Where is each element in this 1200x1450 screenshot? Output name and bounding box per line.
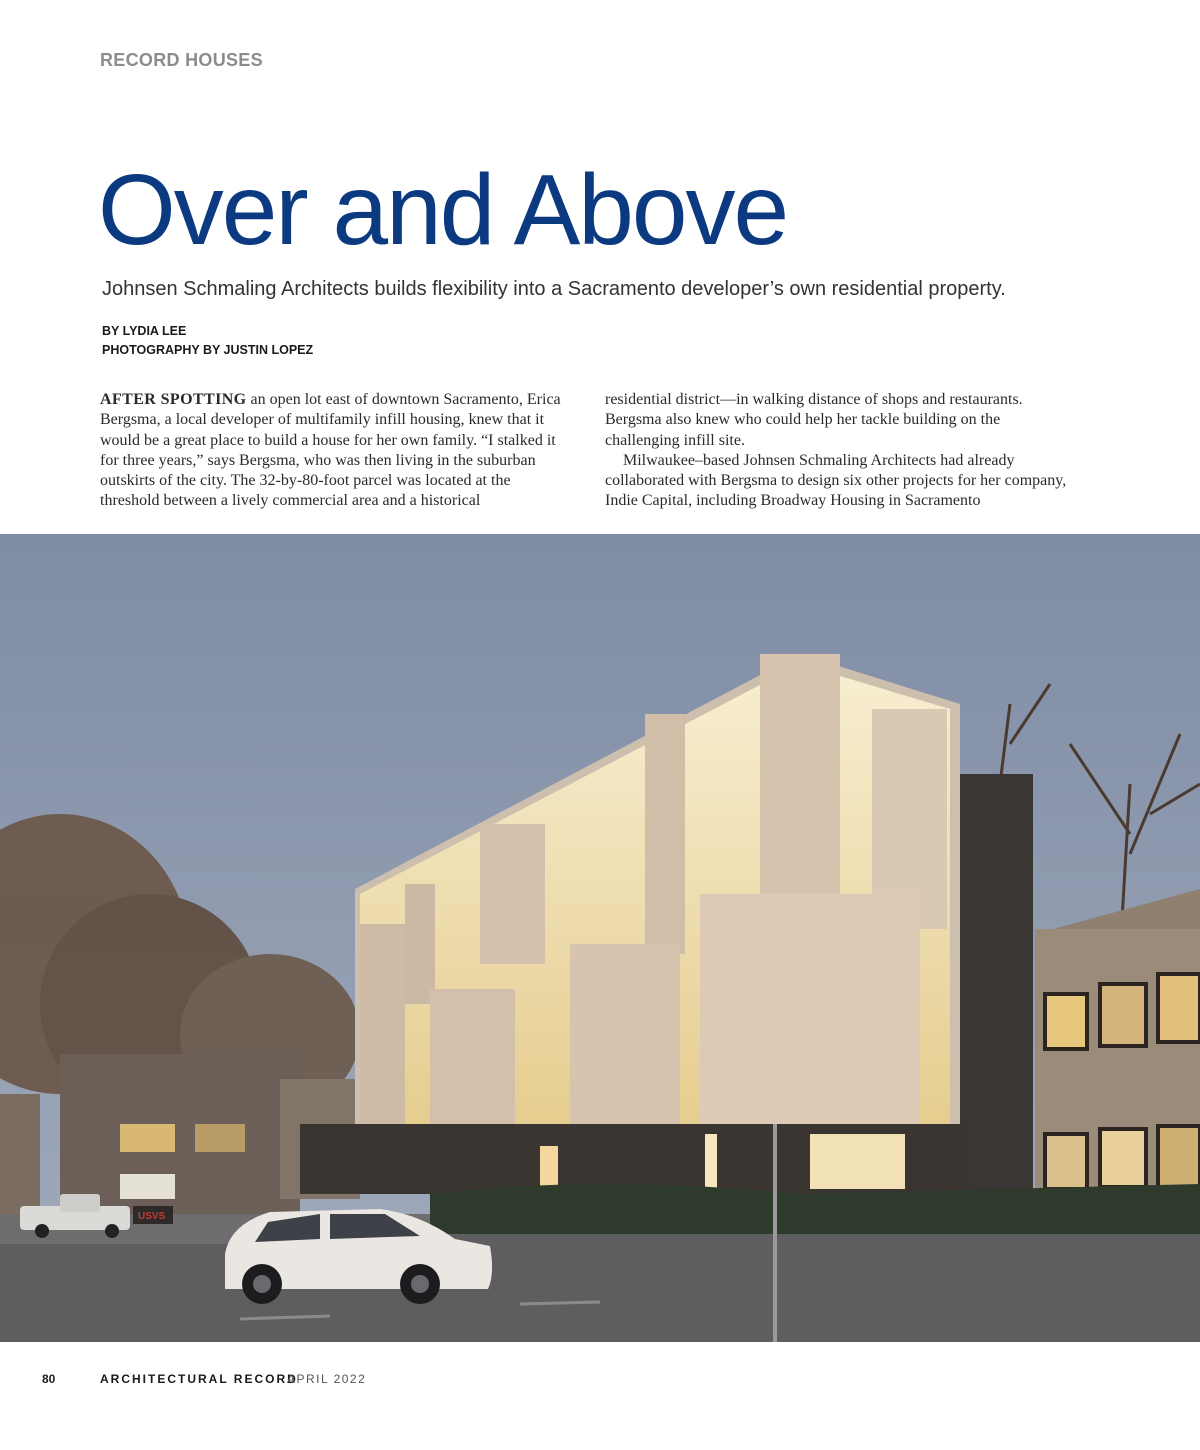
lead-caps: AFTER SPOTTING: [100, 391, 247, 408]
dek: Johnsen Schmaling Architects builds flexibility into a Sacramento developer’s own residential property.: [102, 278, 1006, 300]
body-paragraph-indented: Milwaukee–based Johnsen Schmaling Architects had already collaborated with Bergsma to design six other projects for her company, Indie Capital, including Broadway Housing in Sacramento: [605, 451, 1067, 510]
body-column-right: [605, 390, 1075, 512]
body-paragraph: residential district—in walking distance of shops and restaurants. Bergsma also knew who could help her tackle building on the challenging infill site.: [605, 391, 1023, 449]
author-credit: BY LYDIA LEE: [102, 324, 187, 338]
body-text-left: an open lot east of downtown Sacramento, Erica Bergsma, a local developer of multifamily infill housing, knew that it would be a great place to build a house for her own family. “I stalked it for three years,” says Bergsma, who was then living in the suburban outskirts of the city. The 32-by-80-foot parcel was located at the threshold between a lively commercial area and a historical: [100, 391, 561, 510]
publication-name: ARCHITECTURAL RECORD: [100, 1372, 298, 1386]
body-column-left: [100, 390, 570, 512]
photo-illustration: [0, 534, 1200, 1342]
headline: Over and Above: [98, 154, 788, 266]
issue-date: APRIL 2022: [287, 1372, 367, 1386]
page-number: 80: [42, 1372, 56, 1386]
byline: [102, 322, 313, 360]
street: [0, 1234, 1200, 1342]
street-pole: [773, 1124, 777, 1342]
neighbor-house-right: [1035, 889, 1200, 1234]
photo-credit: PHOTOGRAPHY BY JUSTIN LOPEZ: [102, 343, 314, 357]
section-label: RECORD HOUSES: [100, 50, 263, 70]
building-photo: [0, 534, 1200, 1342]
sign-text: USVS: [138, 1211, 166, 1222]
